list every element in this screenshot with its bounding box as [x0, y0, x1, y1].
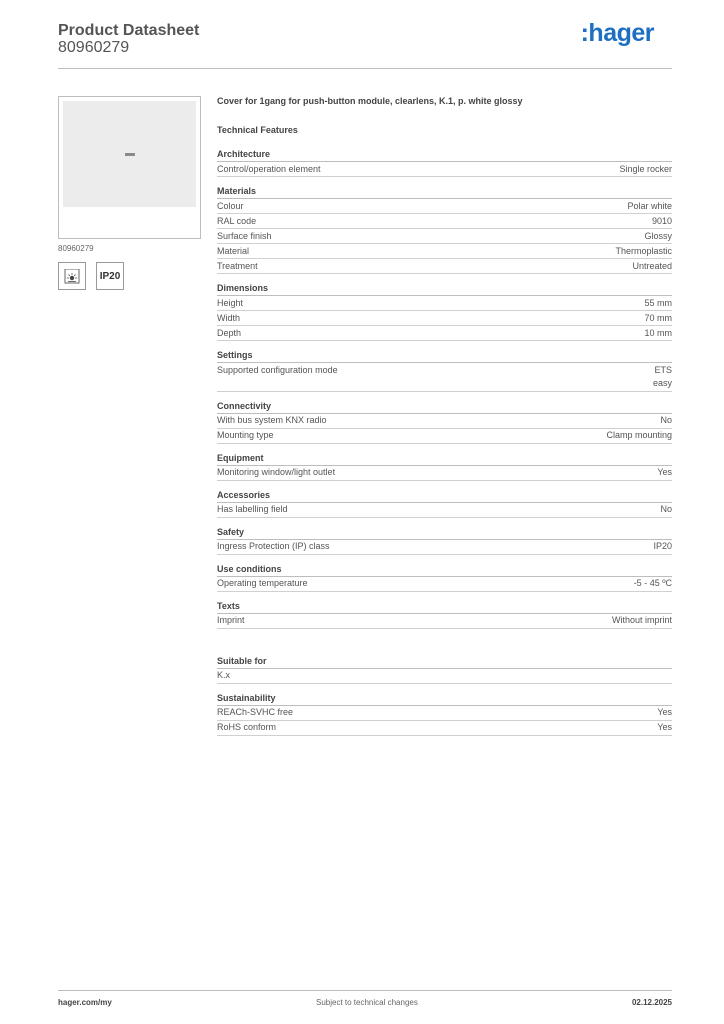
ip-rating-icon: IP20	[96, 262, 124, 290]
feature-section	[217, 186, 672, 274]
feature-label: K.x	[217, 670, 231, 680]
feature-label: Material	[217, 245, 250, 256]
feature-value: Yes	[657, 722, 672, 732]
footer-date: 02.12.2025	[631, 998, 672, 1007]
feature-value: Yes	[657, 707, 672, 717]
feature-row	[217, 214, 672, 229]
section-title: Dimensions	[217, 283, 672, 296]
feature-row	[217, 259, 672, 274]
feature-row	[217, 244, 672, 259]
feature-row	[217, 429, 672, 444]
feature-label: Surface finish	[217, 230, 272, 241]
feature-row	[217, 721, 672, 736]
product-code: 80960279	[58, 39, 130, 56]
section-title: Equipment	[217, 453, 672, 466]
footer-note: Subject to technical changes	[316, 998, 418, 1007]
feature-section	[217, 149, 672, 177]
feature-value: Polar white	[627, 200, 672, 211]
datasheet-content	[217, 96, 672, 745]
feature-value-line: easy	[652, 378, 672, 388]
section-title: Sustainability	[217, 693, 672, 706]
feature-label: Operating temperature	[217, 578, 308, 588]
feature-label: Has labelling field	[217, 504, 288, 514]
product-image	[58, 96, 201, 239]
section-title: Texts	[217, 601, 672, 614]
feature-row	[217, 706, 672, 721]
feature-label: Depth	[217, 327, 242, 338]
feature-value: -5 - 45 ºC	[633, 578, 672, 588]
section-title: Materials	[217, 186, 672, 199]
feature-value: 55 mm	[644, 297, 672, 308]
feature-value	[653, 364, 672, 391]
feature-section	[217, 401, 672, 444]
feature-value: Glossy	[644, 230, 672, 241]
feature-label: REACh-SVHC free	[217, 707, 294, 717]
feature-row	[217, 669, 672, 684]
feature-value: No	[660, 415, 672, 425]
section-title: Settings	[217, 350, 672, 363]
feature-row	[217, 503, 672, 518]
feature-value: IP20	[653, 541, 672, 551]
rocker-indicator	[125, 153, 135, 156]
section-title: Architecture	[217, 149, 672, 162]
feature-label: Monitoring window/light outlet	[217, 467, 336, 477]
feature-section	[217, 490, 672, 518]
feature-value: 10 mm	[644, 327, 672, 338]
feature-section	[217, 453, 672, 481]
feature-label: RoHS conform	[217, 722, 277, 732]
feature-value-line: ETS	[654, 364, 672, 375]
feature-row	[217, 614, 672, 629]
section-spacer	[217, 638, 672, 656]
feature-value: 9010	[651, 215, 672, 226]
feature-label: With bus system KNX radio	[217, 415, 327, 425]
feature-label: Width	[217, 312, 241, 323]
section-title: Use conditions	[217, 564, 672, 577]
feature-value: Single rocker	[619, 163, 672, 174]
feature-value: Clamp mounting	[606, 430, 672, 440]
feature-row	[217, 199, 672, 214]
feature-label: Colour	[217, 200, 244, 211]
feature-row	[217, 311, 672, 326]
feature-row	[217, 577, 672, 592]
feature-row	[217, 296, 672, 311]
feature-value: Yes	[657, 467, 672, 477]
feature-label: Imprint	[217, 615, 245, 625]
feature-section	[217, 601, 672, 629]
feature-row	[217, 162, 672, 177]
section-title: Accessories	[217, 490, 672, 503]
hager-logo: :hager	[580, 19, 654, 47]
feature-row	[217, 540, 672, 555]
product-photo	[63, 101, 196, 207]
feature-label: Supported configuration mode	[217, 364, 338, 375]
feature-row	[217, 414, 672, 429]
section-title: Safety	[217, 527, 672, 540]
lamp-icon	[58, 262, 86, 290]
feature-section	[217, 693, 672, 736]
feature-value: Thermoplastic	[615, 245, 672, 256]
feature-section	[217, 656, 672, 684]
feature-section	[217, 350, 672, 392]
feature-row	[217, 466, 672, 481]
feature-value: Untreated	[632, 260, 672, 271]
feature-label: Height	[217, 297, 244, 308]
feature-row	[217, 326, 672, 341]
feature-value: No	[660, 504, 672, 514]
feature-label: Mounting type	[217, 430, 274, 440]
footer-divider	[58, 990, 672, 991]
document-title: Product Datasheet	[58, 22, 200, 39]
feature-label: RAL code	[217, 215, 257, 226]
feature-label: Treatment	[217, 260, 258, 271]
image-caption: 80960279	[58, 244, 94, 253]
section-title: Suitable for	[217, 656, 672, 669]
feature-label: Ingress Protection (IP) class	[217, 541, 330, 551]
feature-section	[217, 527, 672, 555]
footer-website: hager.com/my	[58, 998, 112, 1007]
feature-section	[217, 564, 672, 592]
feature-value: Without imprint	[611, 615, 672, 625]
section-title: Connectivity	[217, 401, 672, 414]
feature-section	[217, 283, 672, 341]
feature-value: 70 mm	[644, 312, 672, 323]
feature-row	[217, 363, 672, 392]
feature-label: Control/operation element	[217, 163, 321, 174]
features-table	[217, 149, 672, 736]
product-description: Cover for 1gang for push-button module, clearlens, K.1, p. white glossy	[217, 96, 523, 106]
technical-features-title: Technical Features	[217, 125, 298, 135]
feature-row	[217, 229, 672, 244]
page-header	[58, 19, 672, 70]
header-divider	[58, 68, 672, 69]
